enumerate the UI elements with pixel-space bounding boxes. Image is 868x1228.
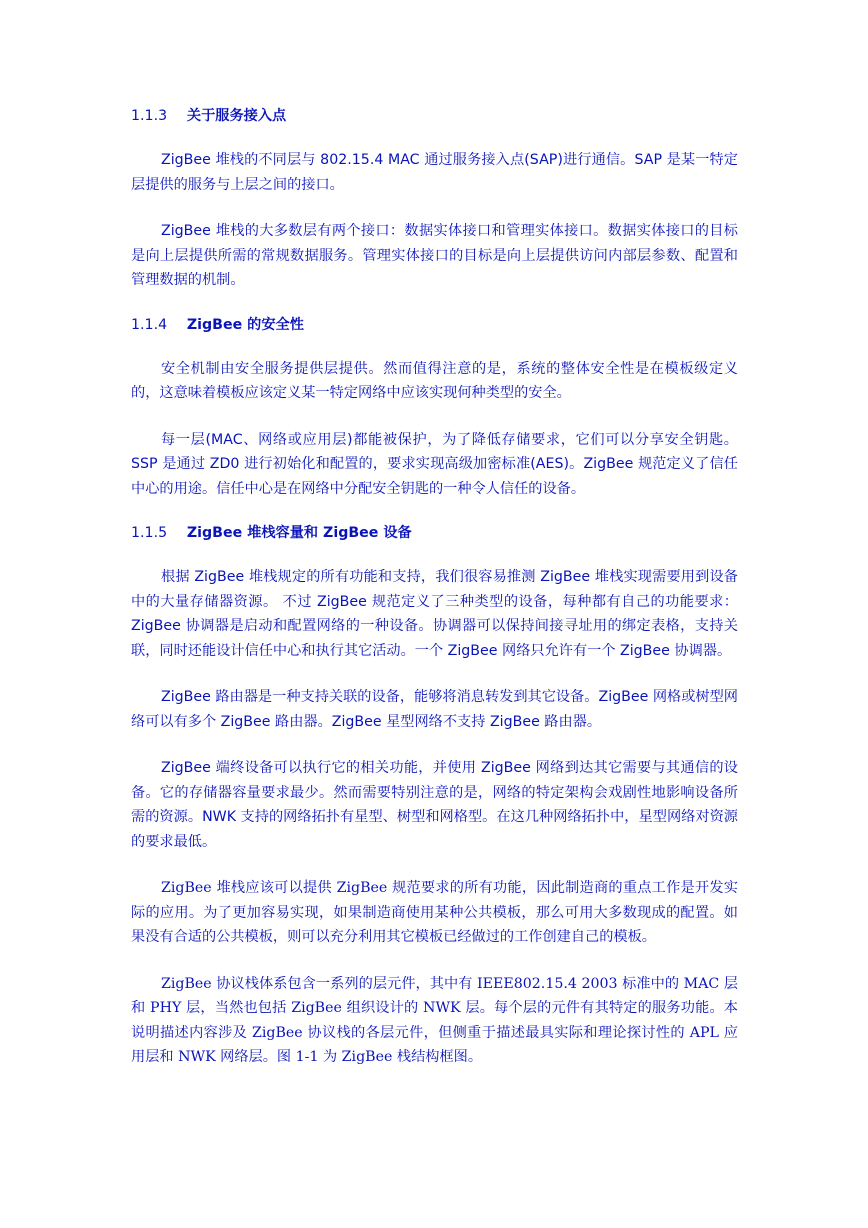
paragraph: 每一层(MAC、网络或应用层)都能被保护，为了降低存储要求，它们可以分享安全钥匙。SSP 是通过 ZD0 进行初始化和配置的，要求实现高级加密标准(AES)。ZigBee 规范定义了信任中心的用途。信任中心是在网络中分配安全钥匙的一种令人信任的设备。: [131, 431, 738, 497]
section-number: 1.1.4: [131, 316, 168, 333]
paragraph: ZigBee 路由器是一种支持关联的设备，能够将消息转发到其它设备。ZigBee 网格或树型网络可以有多个 ZigBee 路由器。ZigBee 星型网络不支持 ZigBee 路由器。: [131, 689, 738, 730]
section-heading-1-1-3: [131, 105, 738, 127]
paragraph: ZigBee 协议栈体系包含一系列的层元件，其中有 IEEE802.15.4 2003 标准中的 MAC 层和 PHY 层，当然也包括 ZigBee 组织设计的 NWK 层。每个层的元件有其特定的服务功能。本说明描述内容涉及 ZigBee 协议栈的各层元件，但侧重于描述最具实际和理论探讨性的 APL 应用层和 NWK 网络层。图 1-1 为 ZigBee 栈结构框图。: [131, 975, 738, 1065]
section-title: 关于服务接入点: [186, 108, 287, 124]
section-heading-1-1-4: [131, 314, 738, 336]
paragraph: ZigBee 堆栈的大多数层有两个接口：数据实体接口和管理实体接口。数据实体接口的目标是向上层提供所需的常规数据服务。管理实体接口的目标是向上层提供访问内部层参数、配置和管理数据的机制。: [131, 223, 738, 288]
paragraph: ZigBee 堆栈的不同层与 802.15.4 MAC 通过服务接入点(SAP)进行通信。SAP 是某一特定层提供的服务与上层之间的接口。: [131, 152, 738, 193]
section-title: ZigBee 的安全性: [186, 316, 304, 333]
paragraph: 根据 ZigBee 堆栈规定的所有功能和支持，我们很容易推测 ZigBee 堆栈实现需要用到设备中的大量存储器资源。 不过 ZigBee 规范定义了三种类型的设备，每种都有自己的功能要求：ZigBee 协调器是启动和配置网络的一种设备。协调器可以保持间接寻址用的绑定表格，支持关联，同时还能设计信任中心和执行其它活动。一个 ZigBee 网络只允许有一个 ZigBee 协调器。: [131, 569, 738, 659]
paragraph: ZigBee 堆栈应该可以提供 ZigBee 规范要求的所有功能，因此制造商的重点工作是开发实际的应用。为了更加容易实现，如果制造商使用某种公共模板，那么可用大多数现成的配置。如果没有合适的公共模板，则可以充分利用其它模板已经做过的工作创建自己的模板。: [131, 880, 738, 945]
section-number: 1.1.5: [131, 525, 168, 541]
paragraph: 安全机制由安全服务提供层提供。然而值得注意的是，系统的整体安全性是在模板级定义的，这意味着模板应该定义某一特定网络中应该实现何种类型的安全。: [131, 360, 738, 401]
section-heading-1-1-5: [131, 522, 738, 544]
section-number: 1.1.3: [131, 108, 168, 124]
paragraph: ZigBee 端终设备可以执行它的相关功能，并使用 ZigBee 网络到达其它需要与其通信的设备。它的存储器容量要求最少。然而需要特别注意的是，网络的特定架构会戏剧性地影响设备所需的资源。NWK 支持的网络拓扑有星型、树型和网格型。在这几种网络拓扑中，星型网络对资源的要求最低。: [131, 760, 738, 850]
section-title: ZigBee 堆栈容量和 ZigBee 设备: [186, 525, 412, 541]
